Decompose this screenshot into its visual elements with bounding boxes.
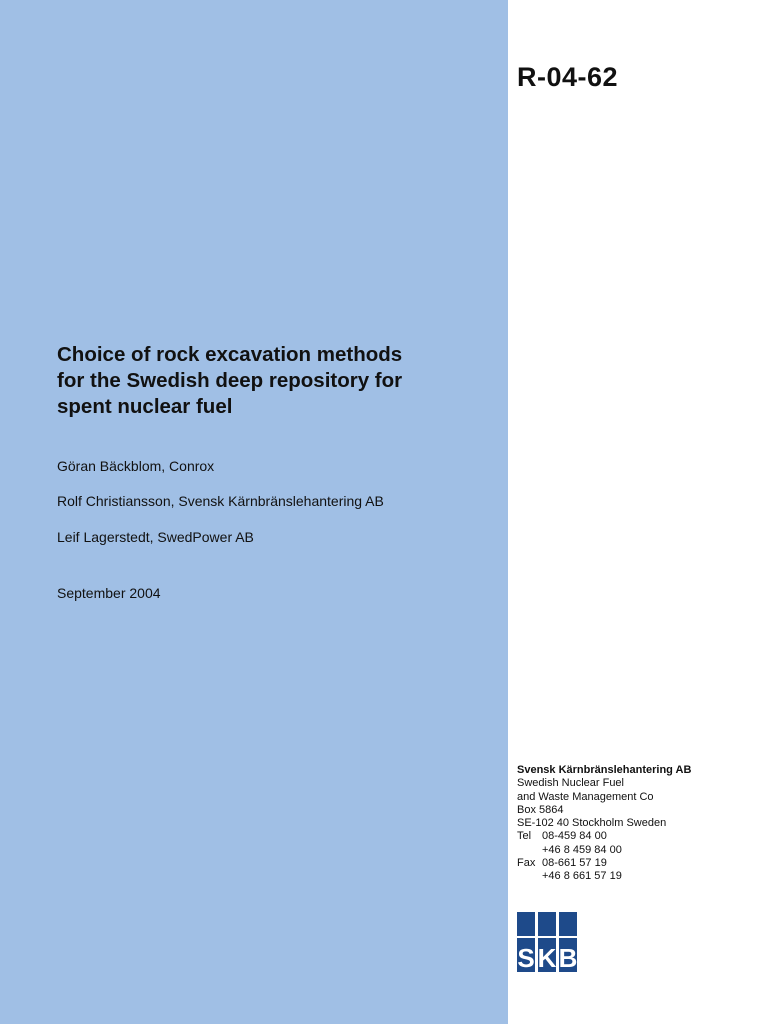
publisher-line1: Swedish Nuclear Fuel bbox=[517, 777, 624, 790]
author-3: Leif Lagerstedt, SwedPower AB bbox=[57, 529, 254, 545]
logo-letter: B bbox=[558, 943, 577, 972]
tel-number: 08-459 84 00 bbox=[542, 830, 607, 843]
tel-intl-row bbox=[517, 844, 691, 857]
logo-letter: K bbox=[537, 943, 557, 972]
logo-block-top bbox=[517, 912, 535, 936]
publisher-line2: and Waste Management Co bbox=[517, 790, 654, 803]
author-1: Göran Bäckblom, Conrox bbox=[57, 458, 215, 474]
publisher-name: Svensk Kärnbränslehantering AB bbox=[517, 764, 692, 776]
logo-letter: S bbox=[517, 943, 535, 972]
publisher-city: SE-102 40 Stockholm Sweden bbox=[517, 817, 667, 830]
skb-logo-icon bbox=[517, 912, 577, 972]
logo-block-top bbox=[538, 912, 556, 936]
tel-intl-number: +46 8 459 84 00 bbox=[542, 843, 622, 856]
logo-block-top bbox=[559, 912, 577, 936]
fax-intl-number: +46 8 661 57 19 bbox=[542, 870, 622, 883]
publisher-address bbox=[517, 764, 691, 884]
fax-label: Fax bbox=[517, 857, 536, 870]
document-title bbox=[57, 342, 487, 420]
fax-row bbox=[517, 857, 691, 870]
tel-row bbox=[517, 830, 691, 843]
author-2: Rolf Christiansson, Svensk Kärnbränslehantering AB bbox=[57, 493, 384, 509]
fax-intl-row bbox=[517, 870, 691, 883]
title-line: Choice of rock excavation methods bbox=[57, 343, 403, 366]
report-number: R-04-62 bbox=[517, 62, 619, 92]
fax-number: 08-661 57 19 bbox=[542, 857, 607, 870]
publication-date: September 2004 bbox=[57, 585, 161, 601]
publisher-box: Box 5864 bbox=[517, 803, 564, 816]
title-line: for the Swedish deep repository for bbox=[57, 369, 403, 392]
title-line: spent nuclear fuel bbox=[57, 395, 233, 418]
tel-label: Tel bbox=[517, 830, 532, 843]
